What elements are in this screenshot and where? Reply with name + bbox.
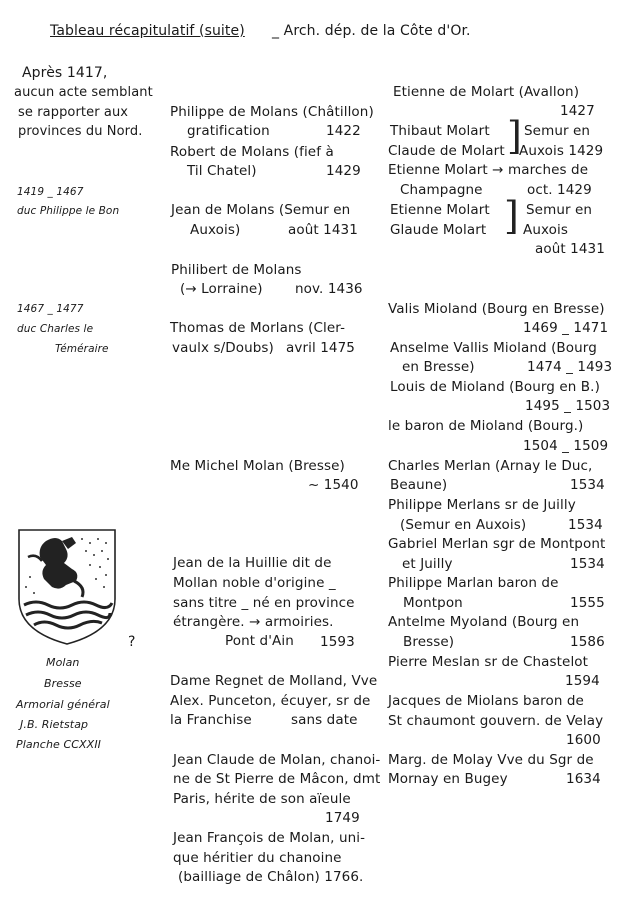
entry-line: gratification bbox=[187, 123, 270, 139]
entry-date: 1600 bbox=[566, 732, 601, 748]
brace-symbol: ] bbox=[504, 194, 519, 238]
duke-1-name: duc Philippe le Bon bbox=[17, 205, 120, 217]
entry-line: (→ Lorraine) bbox=[180, 281, 263, 297]
entry-line: Beaune) bbox=[390, 477, 448, 493]
entry-line: Til Chatel) bbox=[187, 163, 257, 179]
entry-date: 1427 bbox=[560, 103, 595, 119]
entry-date: 1634 bbox=[566, 771, 601, 787]
entry-line: Paris, hérite de son aïeule bbox=[173, 791, 351, 807]
entry-date: 1534 bbox=[570, 556, 605, 572]
question-mark: ? bbox=[128, 634, 136, 650]
entry-date: août 1431 bbox=[288, 222, 358, 238]
caption-line-5: Planche CCXXII bbox=[16, 738, 102, 751]
entry-line: Mollan noble d'origine _ bbox=[173, 575, 336, 591]
entry-line: ne de St Pierre de Mâcon, dmt bbox=[173, 771, 381, 787]
entry-line: le baron de Mioland (Bourg.) bbox=[388, 418, 584, 434]
entry-date: oct. 1429 bbox=[527, 182, 592, 198]
entry-date: août 1431 bbox=[535, 241, 605, 257]
entry-date: avril 1475 bbox=[286, 340, 355, 356]
entry-line: Etienne de Molart (Avallon) bbox=[393, 84, 580, 100]
entry-line: Philippe Merlans sr de Juilly bbox=[388, 497, 576, 513]
entry-line: Montpon bbox=[403, 595, 463, 611]
duke-2-name: duc Charles le bbox=[17, 323, 94, 335]
entry-date: 1593 bbox=[320, 634, 355, 650]
entry-line: Thibaut Molart bbox=[390, 123, 490, 139]
page-subtitle: _ Arch. dép. de la Côte d'Or. bbox=[272, 23, 471, 39]
entry-line: Glaude Molart bbox=[390, 222, 487, 238]
entry-date: nov. 1436 bbox=[295, 281, 363, 297]
entry-line: Jean de Molans (Semur en bbox=[171, 202, 351, 218]
entry-line: Anselme Vallis Mioland (Bourg bbox=[390, 340, 597, 356]
entry-line: Dame Regnet de Molland, Vve bbox=[170, 673, 378, 689]
page-title: Tableau récapitulatif (suite) bbox=[50, 23, 245, 39]
entry-line: Valis Mioland (Bourg en Bresse) bbox=[388, 301, 605, 317]
entry-date: 1429 bbox=[326, 163, 361, 179]
apres-line-3: se rapporter aux bbox=[18, 105, 129, 120]
entry-line: Philibert de Molans bbox=[171, 262, 302, 278]
entry-line: Thomas de Morlans (Cler- bbox=[170, 320, 346, 336]
brace-symbol: ] bbox=[507, 114, 522, 158]
entry-line: Auxois) bbox=[190, 222, 241, 238]
apres-line-2: aucun acte semblant bbox=[14, 85, 153, 100]
caption-line-2: Bresse bbox=[44, 677, 82, 690]
entry-line: Antelme Myoland (Bourg en bbox=[388, 614, 580, 630]
entry-date: 1555 bbox=[570, 595, 605, 611]
entry-date: 1534 bbox=[570, 477, 605, 493]
entry-line: Semur en bbox=[524, 123, 591, 139]
entry-date: ~ 1540 bbox=[308, 477, 359, 493]
entry-line: Robert de Molans (fief à bbox=[170, 144, 334, 160]
entry-line: la Franchise bbox=[170, 712, 252, 728]
entry-line: Gabriel Merlan sgr de Montpont bbox=[388, 536, 606, 552]
entry-line: Pont d'Ain bbox=[225, 633, 294, 649]
entry-line: St chaumont gouvern. de Velay bbox=[388, 713, 604, 729]
entry-line: Charles Merlan (Arnay le Duc, bbox=[388, 458, 593, 474]
duke-2-dates: 1467 _ 1477 bbox=[17, 303, 84, 315]
entry-line: Auxois bbox=[523, 222, 569, 238]
caption-line-1: Molan bbox=[46, 656, 80, 669]
entry-line: et Juilly bbox=[402, 556, 453, 572]
entry-date: 1495 _ 1503 bbox=[525, 398, 611, 414]
entry-line: Marg. de Molay Vve du Sgr de bbox=[388, 752, 594, 768]
entry-line: Bresse) bbox=[403, 634, 455, 650]
apres-line-1: Après 1417, bbox=[22, 65, 108, 81]
entry-date: 1749 bbox=[325, 810, 360, 826]
entry-line: Jean de la Huillie dit de bbox=[173, 555, 332, 571]
entry-line: Me Michel Molan (Bresse) bbox=[170, 458, 345, 474]
entry-date: 1594 bbox=[565, 673, 600, 689]
entry-line: (Semur en Auxois) bbox=[400, 517, 527, 533]
entry-date: sans date bbox=[291, 712, 358, 728]
entry-date: 1469 _ 1471 bbox=[523, 320, 609, 336]
entry-line: Mornay en Bugey bbox=[388, 771, 508, 787]
coat-of-arms-image bbox=[16, 527, 118, 647]
entry-date: 1504 _ 1509 bbox=[523, 438, 609, 454]
entry-line: vaulx s/Doubs) bbox=[172, 340, 274, 356]
entry-line: en Bresse) bbox=[402, 359, 475, 375]
entry-date: 1586 bbox=[570, 634, 605, 650]
entry-line: Semur en bbox=[526, 202, 593, 218]
entry-date: 1534 bbox=[568, 517, 603, 533]
entry-line: que héritier du chanoine bbox=[173, 850, 342, 866]
caption-line-3: Armorial général bbox=[16, 698, 110, 711]
entry-line: Auxois 1429 bbox=[519, 143, 604, 159]
entry-line: Jean François de Molan, uni- bbox=[173, 830, 366, 846]
caption-line-4: J.B. Rietstap bbox=[20, 718, 89, 731]
entry-line: Philippe Marlan baron de bbox=[388, 575, 559, 591]
entry-line: Etienne Molart → marches de bbox=[388, 162, 589, 178]
entry-line: Claude de Molart bbox=[388, 143, 505, 159]
entry-line: étrangère. → armoiries. bbox=[173, 614, 334, 630]
entry-date: 1474 _ 1493 bbox=[527, 359, 613, 375]
entry-line: Etienne Molart bbox=[390, 202, 490, 218]
entry-line: Philippe de Molans (Châtillon) bbox=[170, 104, 374, 120]
duke-2-name-cont: Téméraire bbox=[55, 343, 109, 355]
entry-line: sans titre _ né en province bbox=[173, 595, 355, 611]
entry-line: (bailliage de Châlon) 1766. bbox=[178, 869, 364, 885]
entry-line: Alex. Punceton, écuyer, sr de bbox=[170, 693, 371, 709]
entry-line: Champagne bbox=[400, 182, 483, 198]
entry-line: Pierre Meslan sr de Chastelot bbox=[388, 654, 589, 670]
entry-date: 1422 bbox=[326, 123, 361, 139]
duke-1-dates: 1419 _ 1467 bbox=[17, 186, 84, 198]
apres-line-4: provinces du Nord. bbox=[18, 124, 143, 139]
entry-line: Jean Claude de Molan, chanoi- bbox=[173, 752, 381, 768]
entry-line: Louis de Mioland (Bourg en B.) bbox=[390, 379, 600, 395]
entry-line: Jacques de Miolans baron de bbox=[388, 693, 584, 709]
